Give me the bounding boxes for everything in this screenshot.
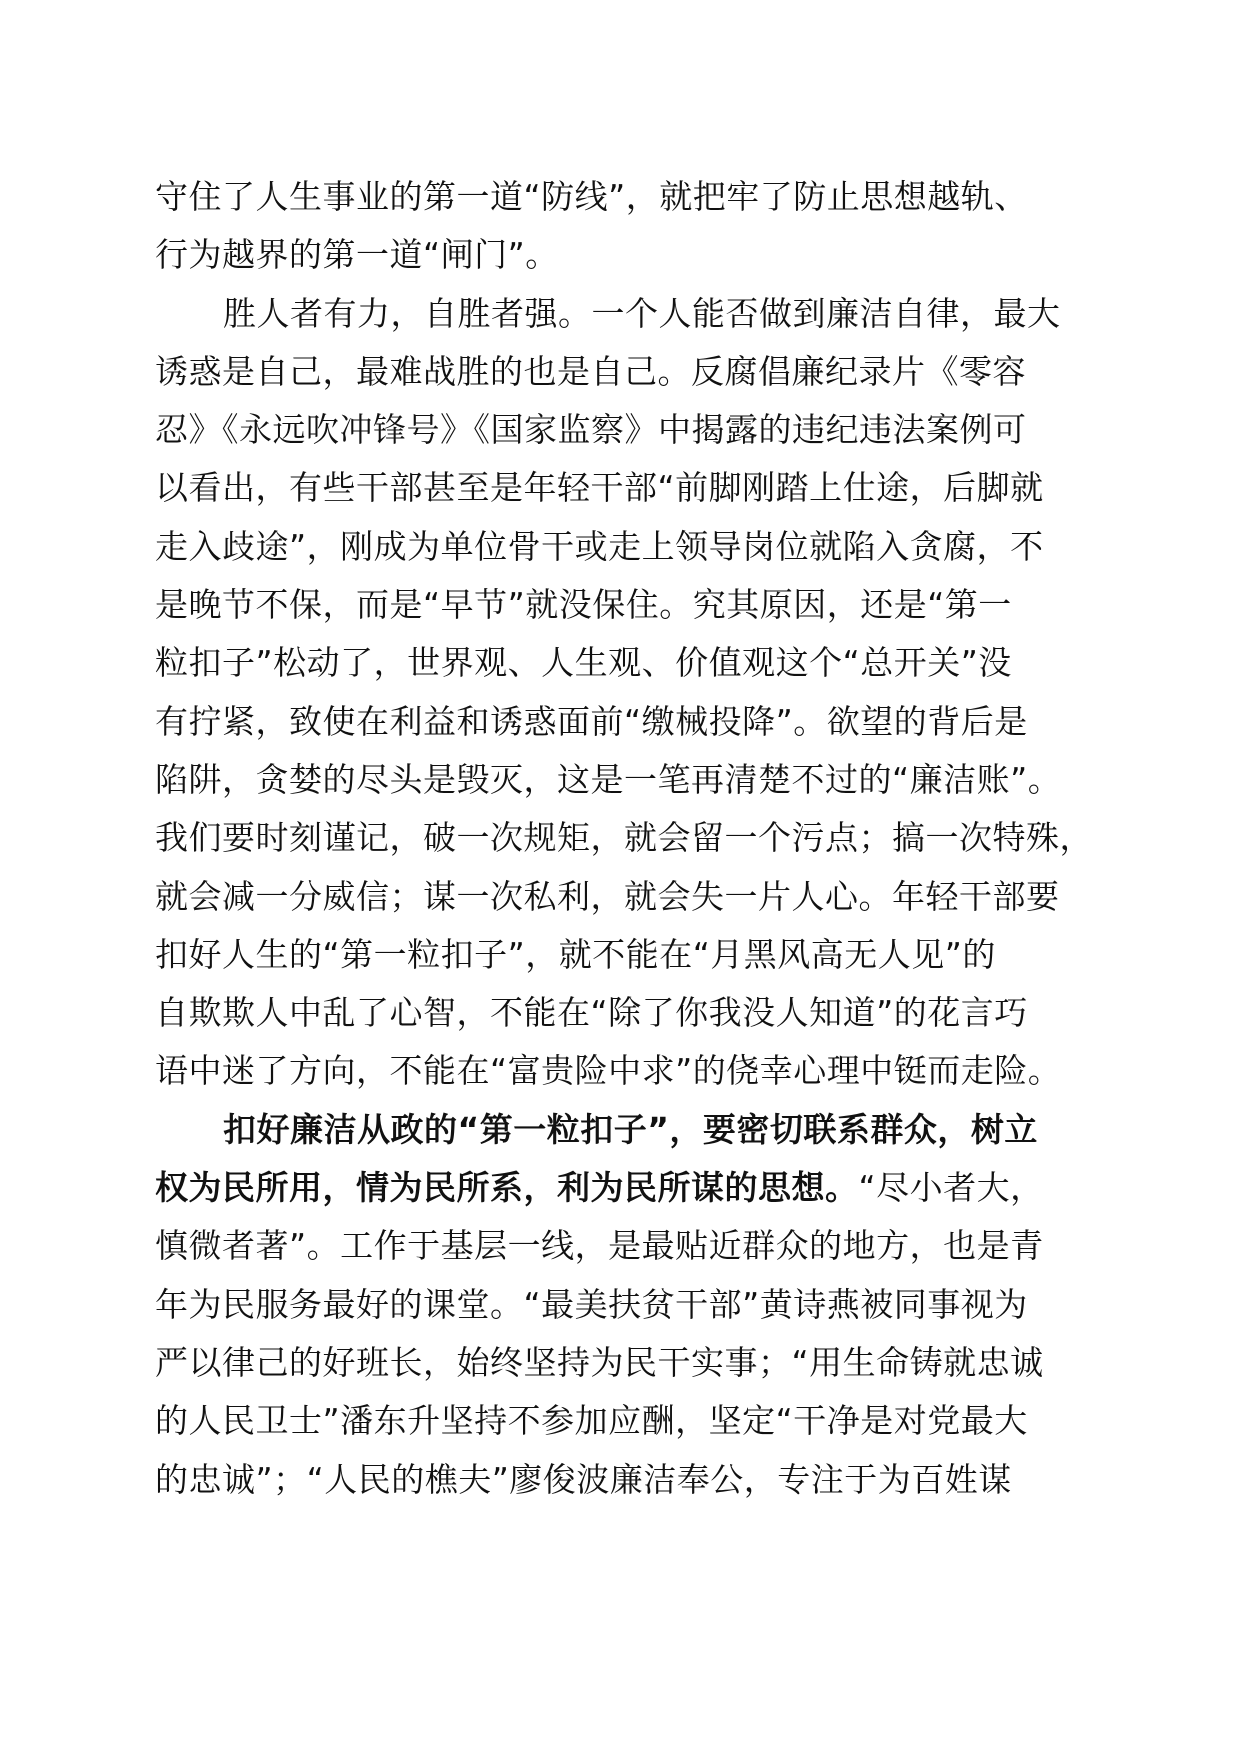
text-line — [155, 1042, 1085, 1100]
body-text: 扣好人生的“第一粒扣子”，就不能在“月黑风高无人见”的 — [155, 934, 996, 974]
body-text: 粒扣子”松动了，世界观、人生观、价值观这个“总开关”没 — [155, 643, 1012, 683]
text-line — [155, 984, 1085, 1042]
text-line — [155, 1159, 1085, 1217]
body-text: 年为民服务最好的课堂。“最美扶贫干部”黄诗燕被同事视为 — [155, 1284, 1028, 1324]
body-text: 胜人者有力，自胜者强。一个人能否做到廉洁自律，最大 — [223, 293, 1061, 333]
body-text: 行为越界的第一道“闸门”。 — [155, 235, 559, 275]
text-line — [155, 1451, 1085, 1509]
text-line — [155, 576, 1085, 634]
body-text: 我们要时刻谨记，破一次规矩，就会留一个污点；搞一次特殊， — [155, 818, 1093, 858]
text-line — [155, 401, 1085, 459]
text-line — [155, 226, 1085, 284]
text-line — [155, 1334, 1085, 1392]
body-text: 严以律己的好班长，始终坚持为民干实事；“用生命铸就忠诚 — [155, 1342, 1044, 1382]
body-text: 的人民卫士”潘东升坚持不参加应酬，坚定“干净是对党最大 — [155, 1401, 1028, 1441]
text-line — [155, 459, 1085, 517]
text-line — [155, 518, 1085, 576]
text-line — [155, 343, 1085, 401]
bold-heading-text: 权为民所用，情为民所系，利为民所谋的思想。 — [155, 1168, 859, 1208]
text-line — [155, 1217, 1085, 1275]
document-body — [155, 168, 1093, 1509]
body-text: 的忠诚”；“人民的樵夫”廖俊波廉洁奉公，专注于为百姓谋 — [155, 1459, 1012, 1499]
paragraph-first-line — [155, 1101, 1085, 1159]
body-text: 自欺欺人中乱了心智，不能在“除了你我没人知道”的花言巧 — [155, 993, 1028, 1033]
body-text: 忍》《永远吹冲锋号》《国家监察》中揭露的违纪违法案例可 — [155, 410, 1027, 450]
text-line — [155, 1392, 1085, 1450]
body-text: 就会减一分威信；谋一次私利，就会失一片人心。年轻干部要 — [155, 876, 1060, 916]
body-text: 陷阱，贪婪的尽头是毁灭，这是一笔再清楚不过的“廉洁账”。 — [155, 759, 1062, 799]
text-line — [155, 634, 1085, 692]
body-text: 是晚节不保，而是“早节”就没保住。究其原因，还是“第一 — [155, 585, 1012, 625]
body-text: 以看出，有些干部甚至是年轻干部“前脚刚踏上仕途，后脚就 — [155, 468, 1044, 508]
text-line — [155, 751, 1085, 809]
text-line — [155, 926, 1085, 984]
text-line — [155, 1276, 1085, 1334]
text-line — [155, 693, 1085, 751]
body-text: “尽小者大， — [858, 1168, 1044, 1208]
text-line — [155, 868, 1085, 926]
paragraph-first-line — [155, 285, 1085, 343]
body-text: 慎微者著”。工作于基层一线，是最贴近群众的地方，也是青 — [155, 1226, 1044, 1266]
bold-heading-text: 扣好廉洁从政的“第一粒扣子”，要密切联系群众，树立 — [223, 1109, 1038, 1149]
text-line — [155, 168, 1085, 226]
body-text: 语中迷了方向，不能在“富贵险中求”的侥幸心理中铤而走险。 — [155, 1051, 1062, 1091]
body-text: 守住了人生事业的第一道“防线”，就把牢了防止思想越轨、 — [155, 177, 1028, 216]
text-line — [155, 809, 1093, 867]
body-text: 走入歧途”，刚成为单位骨干或走上领导岗位就陷入贪腐，不 — [155, 526, 1044, 566]
body-text: 有拧紧，致使在利益和诱惑面前“缴械投降”。欲望的背后是 — [155, 701, 1028, 741]
body-text: 诱惑是自己，最难战胜的也是自己。反腐倡廉纪录片《零容 — [155, 351, 1026, 391]
